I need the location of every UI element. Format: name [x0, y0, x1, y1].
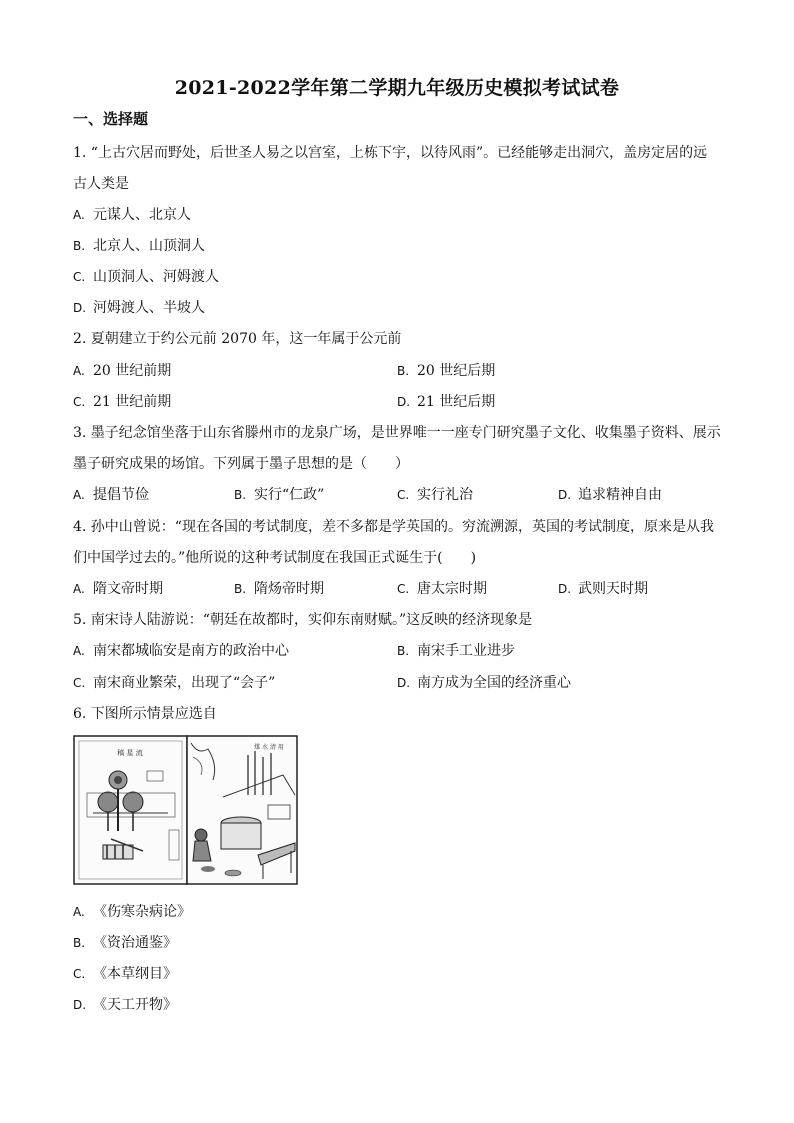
question-3-line-1: 3. 墨子纪念馆坐落于山东省滕州市的龙泉广场，是世界唯一一座专门研究墨子文化、收集墨子资料、展示	[73, 425, 721, 441]
question-3-line-2: 墨子研究成果的场馆。下列属于墨子思想的是（ ）	[73, 456, 409, 472]
option-label: C.	[73, 676, 86, 690]
option-label: A.	[73, 208, 85, 222]
option-label: D.	[558, 582, 572, 596]
question-1-line-2: 古人类是	[73, 176, 129, 192]
option-label: D.	[397, 676, 411, 690]
option-text: 南宋商业繁荣，出现了“会子”	[93, 675, 276, 691]
option-text: 南方成为全国的经济重心	[417, 675, 571, 691]
question-2-option-a[interactable]	[73, 360, 171, 380]
question-2-option-c[interactable]	[73, 391, 171, 411]
question-6-option-d[interactable]	[73, 994, 177, 1014]
option-text: 隋文帝时期	[93, 581, 163, 597]
option-label: A.	[73, 905, 85, 919]
question-4-option-a[interactable]	[73, 578, 163, 598]
option-text: 河姆渡人、半坡人	[93, 300, 205, 316]
question-4-line-2: 们中国学过去的。”他所说的这种考试制度在我国正式诞生于( )	[73, 550, 477, 566]
question-4-line-1: 4. 孙中山曾说：“现在各国的考试制度，差不多都是学英国的。穷流溯源，英国的考试制度，原来是从我	[73, 519, 714, 535]
option-text: 21 世纪前期	[93, 394, 172, 410]
option-text: 山顶洞人、河姆渡人	[93, 269, 219, 285]
option-label: A.	[73, 364, 85, 378]
exam-title: 2021-2022学年第二学期九年级历史模拟考试试卷	[174, 77, 620, 99]
question-1-line-1: 1. “上古穴居而野处，后世圣人易之以宫室，上栋下宇，以待风雨”。已经能够走出洞穴，盖房定居的远	[73, 145, 708, 161]
option-text: 20 世纪前期	[93, 363, 172, 379]
option-text: 唐太宗时期	[417, 581, 487, 597]
question-4-option-d[interactable]	[558, 578, 648, 598]
left-panel-caption: 稿 星 流	[117, 749, 143, 757]
option-label: B.	[234, 488, 247, 502]
option-label: A.	[73, 582, 85, 596]
option-label: D.	[73, 301, 87, 315]
question-1-option-b[interactable]	[73, 235, 205, 255]
option-text: 南宋手工业进步	[417, 643, 515, 659]
option-text: 提倡节俭	[93, 487, 149, 503]
question-4-option-b[interactable]	[234, 578, 324, 598]
option-label: B.	[73, 239, 86, 253]
question-2-option-b[interactable]	[397, 360, 495, 380]
option-text: 武则天时期	[578, 581, 648, 597]
option-text: 南宋都城临安是南方的政治中心	[93, 643, 289, 659]
question-6-option-a[interactable]	[73, 901, 191, 921]
question-2-option-d[interactable]	[397, 391, 495, 411]
option-label: B.	[397, 364, 410, 378]
option-label: C.	[73, 967, 86, 981]
question-1-option-d[interactable]	[73, 297, 205, 317]
option-text: 追求精神自由	[578, 487, 662, 503]
option-text: 隋炀帝时期	[254, 581, 324, 597]
option-label: D.	[397, 395, 411, 409]
option-text: 实行“仁政”	[254, 487, 325, 503]
option-label: C.	[73, 395, 86, 409]
option-text: 21 世纪后期	[417, 394, 496, 410]
question-6-option-b[interactable]	[73, 932, 177, 952]
right-panel-illustration	[187, 736, 297, 884]
option-label: C.	[397, 582, 410, 596]
question-5-option-d[interactable]	[397, 672, 571, 692]
option-text: 实行礼治	[417, 487, 473, 503]
option-text: 元谋人、北京人	[93, 207, 191, 223]
option-text: 20 世纪后期	[417, 363, 496, 379]
option-text: 北京人、山顶洞人	[93, 238, 205, 254]
question-5-option-b[interactable]	[397, 640, 515, 660]
option-label: B.	[397, 644, 410, 658]
question-6-line-1: 6. 下图所示情景应选自	[73, 706, 217, 722]
option-text: 《资治通鉴》	[93, 935, 177, 951]
question-6-option-c[interactable]	[73, 963, 177, 983]
option-label: C.	[397, 488, 410, 502]
question-4-option-c[interactable]	[397, 578, 487, 598]
question-5-line-1: 5. 南宋诗人陆游说：“朝廷在故都时，实仰东南财赋。”这反映的经济现象是	[73, 612, 533, 628]
option-label: D.	[73, 998, 87, 1012]
option-label: D.	[558, 488, 572, 502]
question-2-line-1: 2. 夏朝建立于约公元前 2070 年，这一年属于公元前	[73, 331, 402, 347]
question-1-option-c[interactable]	[73, 266, 219, 286]
question-1-option-a[interactable]	[73, 204, 191, 224]
question-6-illustration	[73, 735, 298, 885]
option-label: B.	[234, 582, 247, 596]
option-text: 《本草纲目》	[93, 966, 177, 982]
question-3-option-c[interactable]	[397, 484, 473, 504]
question-3-option-b[interactable]	[234, 484, 324, 504]
option-label: A.	[73, 644, 85, 658]
question-5-option-c[interactable]	[73, 672, 275, 692]
right-panel-caption: 煤 水 清 用	[254, 744, 284, 751]
section-heading: 一、选择题	[73, 110, 149, 128]
option-text: 《伤寒杂病论》	[93, 904, 191, 920]
option-text: 《天工开物》	[93, 997, 177, 1013]
option-label: C.	[73, 270, 86, 284]
question-3-option-d[interactable]	[558, 484, 662, 504]
option-label: A.	[73, 488, 85, 502]
question-5-option-a[interactable]	[73, 640, 289, 660]
left-panel-illustration	[74, 736, 187, 884]
question-3-option-a[interactable]	[73, 484, 149, 504]
option-label: B.	[73, 936, 86, 950]
